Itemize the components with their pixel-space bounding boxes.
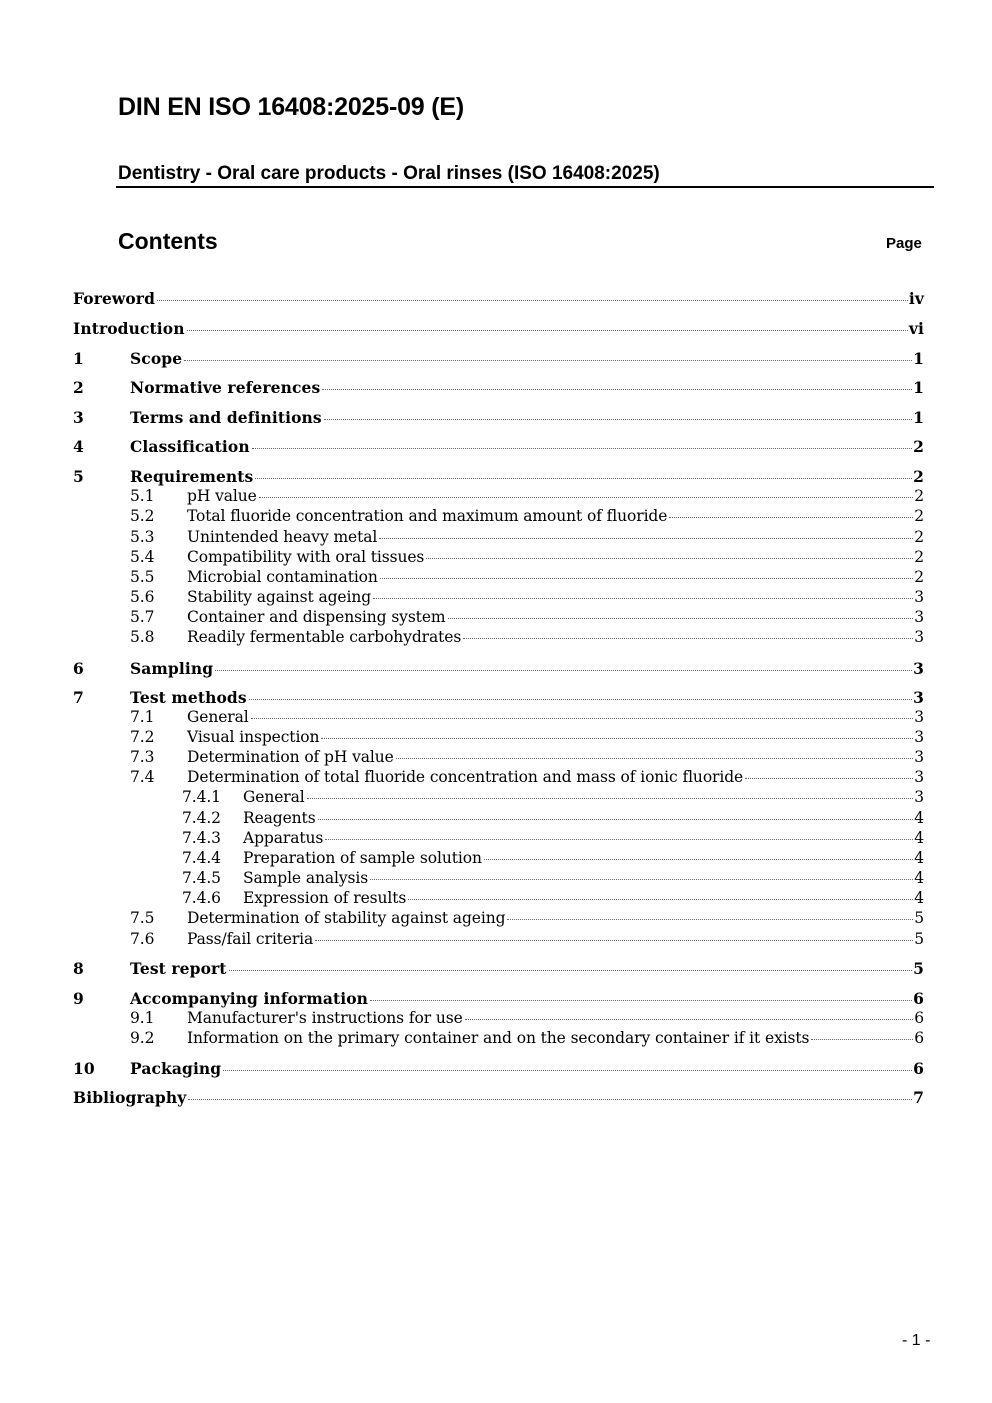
toc-entry-number: 7.4.4 (182, 849, 221, 867)
toc-entry-number: 7.4.6 (182, 889, 221, 907)
toc-dot-leader (325, 839, 913, 840)
toc-entry-page: 3 (914, 728, 924, 746)
toc-dot-leader (484, 859, 913, 860)
toc-dot-leader (408, 899, 913, 900)
toc-entry[interactable] (73, 437, 924, 457)
toc-entry-number: 4 (73, 437, 84, 456)
toc-entry-page: iv (908, 289, 924, 308)
toc-entry-number: 8 (73, 959, 84, 978)
toc-entry-page: 3 (914, 588, 924, 606)
toc-entry-page: 3 (914, 708, 924, 726)
toc-entry-title: Determination of pH value (187, 748, 394, 766)
toc-entry-number: 5.4 (130, 548, 155, 566)
toc-entry[interactable] (73, 378, 924, 398)
toc-entry-title: Introduction (73, 319, 185, 338)
toc-dot-leader (223, 1070, 912, 1071)
toc-entry-page: 2 (913, 437, 924, 456)
toc-entry-number: 3 (73, 408, 84, 427)
toc-entry-page: 4 (914, 829, 924, 847)
toc-entry-title: Scope (130, 349, 183, 368)
toc-entry-title: Apparatus (243, 829, 324, 847)
toc-entry-page: 1 (913, 349, 924, 368)
toc-dot-leader (396, 758, 914, 759)
toc-entry-number: 5.6 (130, 588, 155, 606)
toc-dot-leader (307, 798, 914, 799)
toc-dot-leader (380, 578, 913, 579)
toc-dot-leader (318, 819, 914, 820)
toc-entry-number: 7.4.3 (182, 829, 221, 847)
toc-dot-leader (448, 618, 914, 619)
toc-entry-number: 9 (73, 989, 84, 1008)
toc-entry-page: 3 (914, 768, 924, 786)
toc-entry-page: 2 (914, 528, 924, 546)
toc-entry-title: Accompanying information (130, 989, 369, 1008)
toc-entry-title: Normative references (130, 378, 321, 397)
toc-entry[interactable] (73, 289, 924, 309)
toc-entry-page: 6 (914, 1009, 924, 1027)
toc-entry-page: 2 (914, 548, 924, 566)
toc-entry-number: 7.1 (130, 708, 155, 726)
toc-entry[interactable] (73, 659, 924, 679)
toc-entry-title: Expression of results (243, 889, 407, 907)
toc-entry-number: 7.4 (130, 768, 155, 786)
toc-entry-title: Container and dispensing system (187, 608, 446, 626)
toc-entry-title: Pass/fail criteria (187, 930, 314, 948)
toc-entry[interactable] (73, 408, 924, 428)
toc-dot-leader (157, 300, 908, 301)
toc-entry[interactable] (73, 588, 924, 608)
toc-entry-number: 5.7 (130, 608, 155, 626)
toc-entry[interactable] (73, 1059, 924, 1079)
toc-entry-page: 6 (913, 989, 924, 1008)
toc-entry-number: 7.4.2 (182, 809, 221, 827)
toc-entry-number: 7.5 (130, 909, 155, 927)
toc-entry[interactable] (73, 748, 924, 768)
toc-dot-leader (463, 638, 913, 639)
toc-entry-page: 3 (914, 608, 924, 626)
toc-entry-page: 5 (913, 959, 924, 978)
toc-entry-page: 3 (913, 659, 924, 678)
toc-entry-title: Information on the primary container and on the secondary container if it exists (187, 1029, 810, 1047)
toc-entry-page: 3 (914, 628, 924, 646)
document-title: DIN EN ISO 16408:2025-09 (E) (118, 93, 464, 121)
toc-entry-title: Requirements (130, 467, 254, 486)
toc-dot-leader (324, 419, 912, 420)
toc-entry[interactable] (73, 628, 924, 648)
toc-dot-leader (249, 699, 912, 700)
toc-entry-title: Terms and definitions (130, 408, 322, 427)
toc-entry[interactable] (73, 1088, 924, 1108)
toc-dot-leader (426, 558, 913, 559)
toc-entry[interactable] (73, 568, 924, 588)
toc-entry-page: 4 (914, 889, 924, 907)
toc-dot-leader (379, 538, 913, 539)
toc-entry-page: 4 (914, 869, 924, 887)
toc-dot-leader (669, 517, 913, 518)
toc-entry-number: 7.6 (130, 930, 155, 948)
toc-entry-title: General (187, 708, 249, 726)
toc-dot-leader (507, 919, 913, 920)
toc-dot-leader (255, 478, 912, 479)
toc-entry[interactable] (73, 728, 924, 748)
toc-entry-title: Sample analysis (243, 869, 369, 887)
toc-entry[interactable] (73, 809, 924, 829)
contents-heading: Contents (118, 228, 218, 254)
toc-entry[interactable] (73, 829, 924, 849)
toc-dot-leader (321, 738, 913, 739)
toc-entry-title: Bibliography (73, 1088, 187, 1107)
toc-entry-number: 5.5 (130, 568, 155, 586)
toc-dot-leader (315, 940, 913, 941)
toc-dot-leader (322, 389, 912, 390)
toc-entry-page: 1 (913, 408, 924, 427)
toc-entry-page: 1 (913, 378, 924, 397)
toc-entry-title: Sampling (130, 659, 214, 678)
toc-entry-title: Classification (130, 437, 250, 456)
toc-dot-leader (373, 598, 913, 599)
toc-dot-leader (745, 778, 913, 779)
toc-entry-title: Unintended heavy metal (187, 528, 378, 546)
toc-entry-title: Determination of total fluoride concentration and mass of ionic fluoride (187, 768, 744, 786)
toc-dot-leader (370, 1000, 912, 1001)
toc-entry-number: 2 (73, 378, 84, 397)
toc-entry[interactable] (73, 349, 924, 369)
toc-entry-title: Total fluoride concentration and maximum amount of fluoride (187, 507, 668, 525)
toc-entry-title: Determination of stability against ageing (187, 909, 506, 927)
toc-entry-title: pH value (187, 487, 257, 505)
toc-dot-leader (229, 970, 913, 971)
toc-entry-page: 2 (914, 568, 924, 586)
toc-entry-number: 7.3 (130, 748, 155, 766)
toc-entry[interactable] (73, 608, 924, 628)
toc-entry[interactable] (73, 319, 924, 339)
toc-entry-title: General (243, 788, 305, 806)
toc-dot-leader (465, 1019, 914, 1020)
toc-entry-page: 6 (914, 1029, 924, 1047)
toc-entry-title: Foreword (73, 289, 156, 308)
toc-entry-title: Visual inspection (187, 728, 320, 746)
toc-dot-leader (187, 330, 908, 331)
toc-entry-number: 7 (73, 688, 84, 707)
toc-entry[interactable] (73, 909, 924, 929)
page-column-heading: Page (886, 235, 922, 252)
document-subtitle: Dentistry - Oral care products - Oral rinses (ISO 16408:2025) (118, 163, 660, 184)
toc-entry[interactable] (73, 528, 924, 548)
toc-entry-page: 2 (913, 467, 924, 486)
toc-entry[interactable] (73, 849, 924, 869)
toc-entry-number: 6 (73, 659, 84, 678)
toc-entry[interactable] (73, 688, 924, 708)
toc-entry[interactable] (73, 507, 924, 527)
toc-entry-page: 5 (914, 930, 924, 948)
toc-dot-leader (259, 497, 914, 498)
toc-dot-leader (370, 879, 913, 880)
toc-entry-number: 1 (73, 349, 84, 368)
footer-page-number: - 1 - (902, 1332, 931, 1349)
toc-entry-title: Compatibility with oral tissues (187, 548, 425, 566)
toc-entry-title: Packaging (130, 1059, 222, 1078)
toc-entry-page: vi (908, 319, 924, 338)
toc-entry[interactable] (73, 869, 924, 889)
toc-entry[interactable] (73, 889, 924, 909)
toc-entry[interactable] (73, 487, 924, 507)
toc-entry[interactable] (73, 1009, 924, 1029)
toc-entry-page: 6 (913, 1059, 924, 1078)
toc-dot-leader (215, 670, 912, 671)
toc-entry[interactable] (73, 1029, 924, 1049)
toc-entry-title: Test report (130, 959, 227, 978)
toc-entry[interactable] (73, 930, 924, 950)
toc-entry-number: 7.2 (130, 728, 155, 746)
toc-entry-number: 9.1 (130, 1009, 155, 1027)
toc-entry-number: 5.8 (130, 628, 155, 646)
toc-entry-number: 5 (73, 467, 84, 486)
toc-entry-number: 10 (73, 1059, 95, 1078)
toc-entry-title: Microbial contamination (187, 568, 378, 586)
toc-entry[interactable] (73, 989, 924, 1009)
toc-entry-title: Test methods (130, 688, 247, 707)
toc-entry[interactable] (73, 548, 924, 568)
toc-entry-number: 5.3 (130, 528, 155, 546)
toc-entry-title: Stability against ageing (187, 588, 372, 606)
toc-entry[interactable] (73, 788, 924, 808)
toc-entry-number: 9.2 (130, 1029, 155, 1047)
toc-dot-leader (184, 360, 912, 361)
toc-entry[interactable] (73, 467, 924, 487)
toc-dot-leader (811, 1039, 913, 1040)
toc-entry-title: Preparation of sample solution (243, 849, 482, 867)
toc-entry-title: Manufacturer's instructions for use (187, 1009, 463, 1027)
subtitle-divider (116, 186, 934, 188)
toc-entry-number: 7.4.1 (182, 788, 221, 806)
toc-entry[interactable] (73, 768, 924, 788)
toc-dot-leader (188, 1099, 912, 1100)
toc-entry-page: 5 (914, 909, 924, 927)
toc-entry-page: 2 (914, 507, 924, 525)
toc-entry[interactable] (73, 708, 924, 728)
toc-entry-page: 4 (914, 809, 924, 827)
toc-dot-leader (252, 448, 912, 449)
toc-entry-page: 3 (914, 788, 924, 806)
toc-entry-page: 3 (913, 688, 924, 707)
toc-entry-number: 7.4.5 (182, 869, 221, 887)
toc-entry[interactable] (73, 959, 924, 979)
toc-entry-page: 7 (913, 1088, 924, 1107)
toc-entry-number: 5.2 (130, 507, 155, 525)
toc-entry-page: 2 (914, 487, 924, 505)
toc-entry-page: 3 (914, 748, 924, 766)
toc-entry-title: Readily fermentable carbohydrates (187, 628, 462, 646)
toc-entry-page: 4 (914, 849, 924, 867)
toc-entry-number: 5.1 (130, 487, 155, 505)
toc-entry-title: Reagents (243, 809, 316, 827)
toc-dot-leader (251, 718, 914, 719)
